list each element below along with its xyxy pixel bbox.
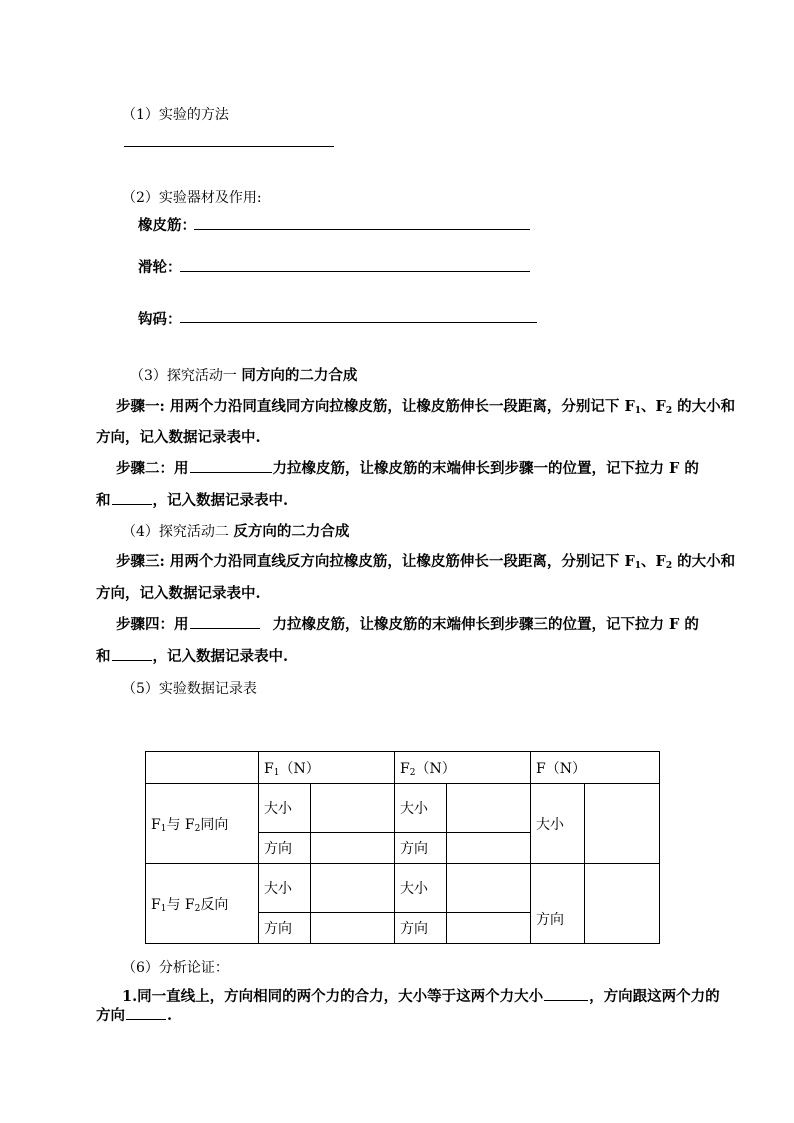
step-2-text-2: 力拉橡皮筋，让橡皮筋的末端伸长到步骤一的位置，记下拉力 F 的: [272, 460, 699, 477]
step-4-text-2: 力拉橡皮筋，让橡皮筋的末端伸长到步骤三的位置，记下拉力 F 的: [272, 616, 699, 633]
cell-size-label: 大小: [259, 784, 311, 833]
blank-line: [190, 471, 272, 473]
section-4-title: 反方向的二力合成: [233, 523, 350, 540]
answer-line-pulley: [180, 271, 530, 272]
step-4-line-2: [96, 645, 288, 666]
cell-direction-label: 方向: [531, 864, 585, 944]
section-3-label: （3）探究活动一: [130, 368, 242, 384]
section-3-title: 同方向的二力合成: [241, 367, 358, 384]
cell-f-size-value[interactable]: [585, 784, 660, 864]
step-3-line-2: 方向，记入数据记录表中.: [96, 585, 261, 602]
answer-line-method: [124, 146, 334, 147]
table-header-f: F（N）: [531, 752, 660, 784]
section-2-label: （2）实验器材及作用:: [122, 190, 262, 206]
cell-size-label: 大小: [395, 784, 447, 833]
subscript: 1: [634, 406, 642, 416]
cell-f1-size-value[interactable]: [311, 784, 395, 833]
cell-f1-size-value[interactable]: [311, 864, 395, 913]
cell-f1-direction-value[interactable]: [311, 833, 395, 864]
answer-line-rubber-band: [194, 229, 530, 230]
table-row: [146, 864, 660, 913]
step-1-sep: 、F: [641, 398, 666, 415]
cell-size-label: 大小: [531, 784, 585, 864]
table-header-f2: $F_2(N)$: [395, 752, 531, 784]
step-1-line-1: [116, 395, 735, 416]
blank-line: [544, 999, 588, 1001]
cell-f2-size-value[interactable]: [447, 784, 531, 833]
step-2-text-3: 和: [96, 492, 111, 509]
blank-line: [126, 1018, 166, 1020]
conclusion-text-4: .: [167, 1007, 173, 1024]
subscript: 1: [634, 561, 642, 571]
answer-line-weight: [180, 322, 537, 323]
data-record-table: [145, 751, 660, 944]
pulley-label: 滑轮：: [138, 259, 182, 276]
cell-direction-label: 方向: [259, 913, 311, 944]
row-label-same-direction: $F_1$与 $F_2$同向: [146, 784, 259, 864]
section-4-label: （4）探究活动二: [122, 524, 234, 540]
weight-label: 钩码：: [138, 311, 182, 328]
step-2-line-2: [96, 489, 288, 510]
section-4-heading: [122, 520, 349, 541]
rubber-band-label: 橡皮筋：: [138, 217, 196, 234]
cell-f2-direction-value[interactable]: [447, 913, 531, 944]
subscript: 2: [665, 561, 673, 571]
blank-line: [190, 627, 260, 629]
subscript: 2: [665, 406, 673, 416]
step-4-text-3: 和: [96, 648, 111, 665]
step-2-text-4: ，记入数据记录表中.: [152, 492, 289, 509]
blank-line: [112, 503, 152, 505]
cell-f-direction-value[interactable]: [585, 864, 660, 944]
step-4-text-4: ，记入数据记录表中.: [152, 648, 289, 665]
cell-f2-size-value[interactable]: [447, 864, 531, 913]
section-6-label: （6）分析论证：: [122, 960, 229, 976]
cell-direction-label: 方向: [395, 913, 447, 944]
step-3-line-1: [116, 550, 735, 571]
table-cell-empty: [146, 752, 259, 784]
conclusion-text-2: ，方向跟这两个力的: [589, 988, 720, 1005]
step-1-text: 步骤一: 用两个力沿同直线同方向拉橡皮筋，让橡皮筋伸长一段距离，分别记下 F: [116, 398, 635, 415]
cell-direction-label: 方向: [395, 833, 447, 864]
row-label-opposite-direction: $F_1$与 $F_2$反向: [146, 864, 259, 944]
section-5-label: （5）实验数据记录表: [122, 681, 257, 697]
conclusion-text-3: 方向: [96, 1007, 125, 1024]
cell-size-label: 大小: [259, 864, 311, 913]
cell-f1-direction-value[interactable]: [311, 913, 395, 944]
step-1-line-2: 方向，记入数据记录表中.: [96, 429, 261, 446]
conclusion-1-line-2: [96, 1004, 172, 1025]
step-2-text: 步骤二：用: [116, 460, 189, 477]
step-1-text-2: 的大小和: [672, 398, 736, 415]
conclusion-text: 1.同一直线上，方向相同的两个力的合力，大小等于这两个力大小: [122, 988, 544, 1005]
table-header-f1: $F_1(N)$: [259, 752, 395, 784]
blank-line: [112, 659, 152, 661]
step-4-line-1: [116, 613, 699, 634]
cell-direction-label: 方向: [259, 833, 311, 864]
section-1-label: （1）实验的方法: [122, 107, 229, 123]
cell-f2-direction-value[interactable]: [447, 833, 531, 864]
step-3-text: 步骤三: 用两个力沿同直线反方向拉橡皮筋，让橡皮筋伸长一段距离，分别记下 F: [116, 553, 635, 570]
step-3-sep: 、F: [641, 553, 666, 570]
section-3-heading: [130, 364, 357, 385]
step-4-text: 步骤四：用: [116, 616, 189, 633]
table-row: [146, 784, 660, 833]
table-row: [146, 752, 660, 784]
conclusion-1-line-1: [122, 985, 720, 1006]
cell-size-label: 大小: [395, 864, 447, 913]
step-3-text-2: 的大小和: [672, 553, 736, 570]
step-2-line-1: [116, 457, 699, 478]
